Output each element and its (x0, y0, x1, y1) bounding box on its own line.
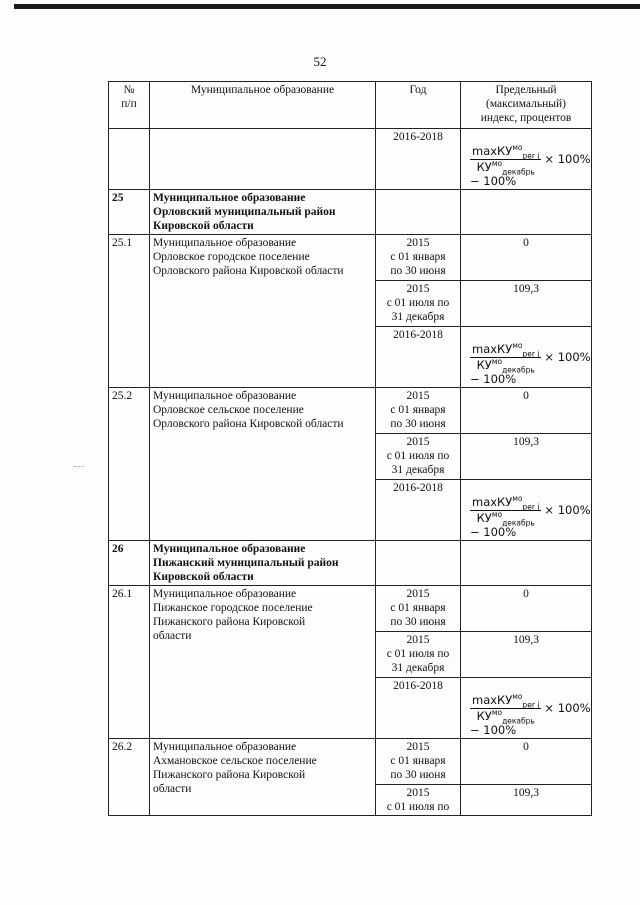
row-name: Муниципальное образование Орловский муниципальный район Кировской области (150, 190, 376, 235)
formula-subtraction: − 100% (470, 372, 517, 386)
index-formula (464, 328, 591, 386)
formula-cell (461, 480, 592, 541)
formula-main-line (470, 692, 591, 726)
period-text: с 01 июля по 31 декабря (386, 648, 450, 674)
numerator-base: maxКУ (472, 693, 513, 707)
year-value: 2015 (406, 390, 430, 402)
denominator-superscript: мо (491, 357, 503, 367)
scan-specks (74, 466, 84, 469)
formula-numerator (470, 694, 541, 709)
year-cell: 2016-2018 (376, 480, 461, 541)
period-text: с 01 июля по 31 декабря (386, 297, 450, 323)
formula-cell (461, 129, 592, 190)
formula-main-line (470, 494, 591, 528)
index-formula (464, 679, 591, 737)
formula-main-line (470, 143, 591, 177)
formula-denominator (475, 159, 537, 177)
year-value: 2015 (406, 787, 430, 799)
formula-cell (461, 327, 592, 388)
year-value: 2015 (406, 634, 430, 646)
year-cell (376, 739, 461, 785)
index-cell: 0 (461, 739, 592, 785)
formula-numerator (470, 343, 541, 358)
row-number: 25.2 (109, 388, 150, 541)
period-text: с 01 июля по 31 декабря (386, 450, 450, 476)
row-number: 26 (109, 541, 150, 586)
numerator-subscript: per j (522, 349, 540, 359)
year-cell (376, 190, 461, 235)
year-cell (376, 434, 461, 480)
table-row (109, 235, 592, 281)
formula-fraction (470, 341, 541, 375)
denominator-base: КУ (476, 160, 492, 174)
numerator-base: maxКУ (472, 144, 513, 158)
top-rule (14, 4, 640, 9)
year-cell (376, 785, 461, 816)
period-text: с 01 января по 30 июня (390, 251, 446, 277)
year-cell (376, 281, 461, 327)
header-year: Год (376, 82, 461, 129)
denominator-subscript: декабрь (502, 365, 535, 375)
denominator-subscript: декабрь (502, 167, 535, 177)
numerator-base: maxКУ (472, 495, 513, 509)
formula-subtraction: − 100% (470, 525, 517, 539)
year-cell: 2016-2018 (376, 678, 461, 739)
numerator-superscript: мо (512, 494, 523, 504)
year-cell: 2016-2018 (376, 327, 461, 388)
year-value: 2015 (406, 283, 430, 295)
formula-multiplier: × 100% (544, 152, 591, 166)
table-row (109, 388, 592, 434)
numerator-subscript: per j (522, 151, 540, 161)
table-row (109, 541, 592, 586)
header-no: № п/п (109, 82, 150, 129)
denominator-base: КУ (476, 709, 492, 723)
index-cell: 0 (461, 388, 592, 434)
year-value: 2015 (406, 237, 430, 249)
year-value: 2015 (406, 588, 430, 600)
table-row (109, 586, 592, 632)
index-cell: 109,3 (461, 632, 592, 678)
year-cell (376, 586, 461, 632)
formula-denominator (475, 510, 537, 528)
numerator-subscript: per j (522, 700, 540, 710)
denominator-superscript: мо (491, 708, 503, 718)
table-row (109, 739, 592, 785)
table-row (109, 129, 592, 190)
formula-fraction (470, 494, 541, 528)
denominator-superscript: мо (491, 510, 503, 520)
formula-multiplier: × 100% (544, 701, 591, 715)
formula-multiplier: × 100% (544, 350, 591, 364)
header-row (109, 82, 592, 129)
year-cell (376, 235, 461, 281)
index-cell (461, 541, 592, 586)
formula-main-line (470, 341, 591, 375)
index-cell: 109,3 (461, 785, 592, 816)
header-name: Муниципальное образование (150, 82, 376, 129)
row-number: 26.2 (109, 739, 150, 816)
year-value: 2015 (406, 741, 430, 753)
numerator-subscript: per j (522, 502, 540, 512)
row-number (109, 129, 150, 190)
period-text: с 01 января по 30 июня (390, 755, 446, 781)
index-cell: 109,3 (461, 434, 592, 480)
tariff-index-table (108, 81, 592, 816)
year-cell: 2016-2018 (376, 129, 461, 190)
row-number: 25 (109, 190, 150, 235)
formula-denominator (475, 708, 537, 726)
year-cell (376, 388, 461, 434)
formula-numerator (470, 145, 541, 160)
year-cell (376, 632, 461, 678)
period-text: с 01 января по 30 июня (390, 404, 446, 430)
header-index: Предельный (максимальный) индекс, процентов (461, 82, 592, 129)
denominator-subscript: декабрь (502, 716, 535, 726)
period-text: с 01 января по 30 июня (390, 602, 446, 628)
row-name: Муниципальное образование Орловское городское поселение Орловского района Кировской области (150, 235, 376, 388)
numerator-base: maxКУ (472, 342, 513, 356)
index-cell: 0 (461, 586, 592, 632)
formula-multiplier: × 100% (544, 503, 591, 517)
formula-denominator (475, 357, 537, 375)
formula-subtraction: − 100% (470, 174, 517, 188)
table-row (109, 190, 592, 235)
period-text: с 01 июля по (386, 801, 450, 813)
row-name: Муниципальное образование Пижанский муниципальный район Кировской области (150, 541, 376, 586)
denominator-subscript: декабрь (502, 518, 535, 528)
formula-subtraction: − 100% (470, 723, 517, 737)
page-number: 52 (313, 54, 327, 69)
formula-fraction (470, 143, 541, 177)
formula-numerator (470, 496, 541, 511)
denominator-base: КУ (476, 511, 492, 525)
row-number: 25.1 (109, 235, 150, 388)
row-name: Муниципальное образование Ахмановское сельское поселение Пижанского района Кировской области (150, 739, 376, 816)
row-name (150, 129, 376, 190)
formula-fraction (470, 692, 541, 726)
index-cell: 109,3 (461, 281, 592, 327)
formula-cell (461, 678, 592, 739)
denominator-superscript: мо (491, 159, 503, 169)
index-formula (464, 481, 591, 539)
index-cell (461, 190, 592, 235)
denominator-base: КУ (476, 358, 492, 372)
year-cell (376, 541, 461, 586)
row-name: Муниципальное образование Орловское сельское поселение Орловского района Кировской области (150, 388, 376, 541)
row-number: 26.1 (109, 586, 150, 739)
numerator-superscript: мо (512, 341, 523, 351)
row-name: Муниципальное образование Пижанское городское поселение Пижанского района Кировской области (150, 586, 376, 739)
index-formula (464, 130, 591, 188)
numerator-superscript: мо (512, 692, 523, 702)
index-cell: 0 (461, 235, 592, 281)
numerator-superscript: мо (512, 143, 523, 153)
year-value: 2015 (406, 436, 430, 448)
